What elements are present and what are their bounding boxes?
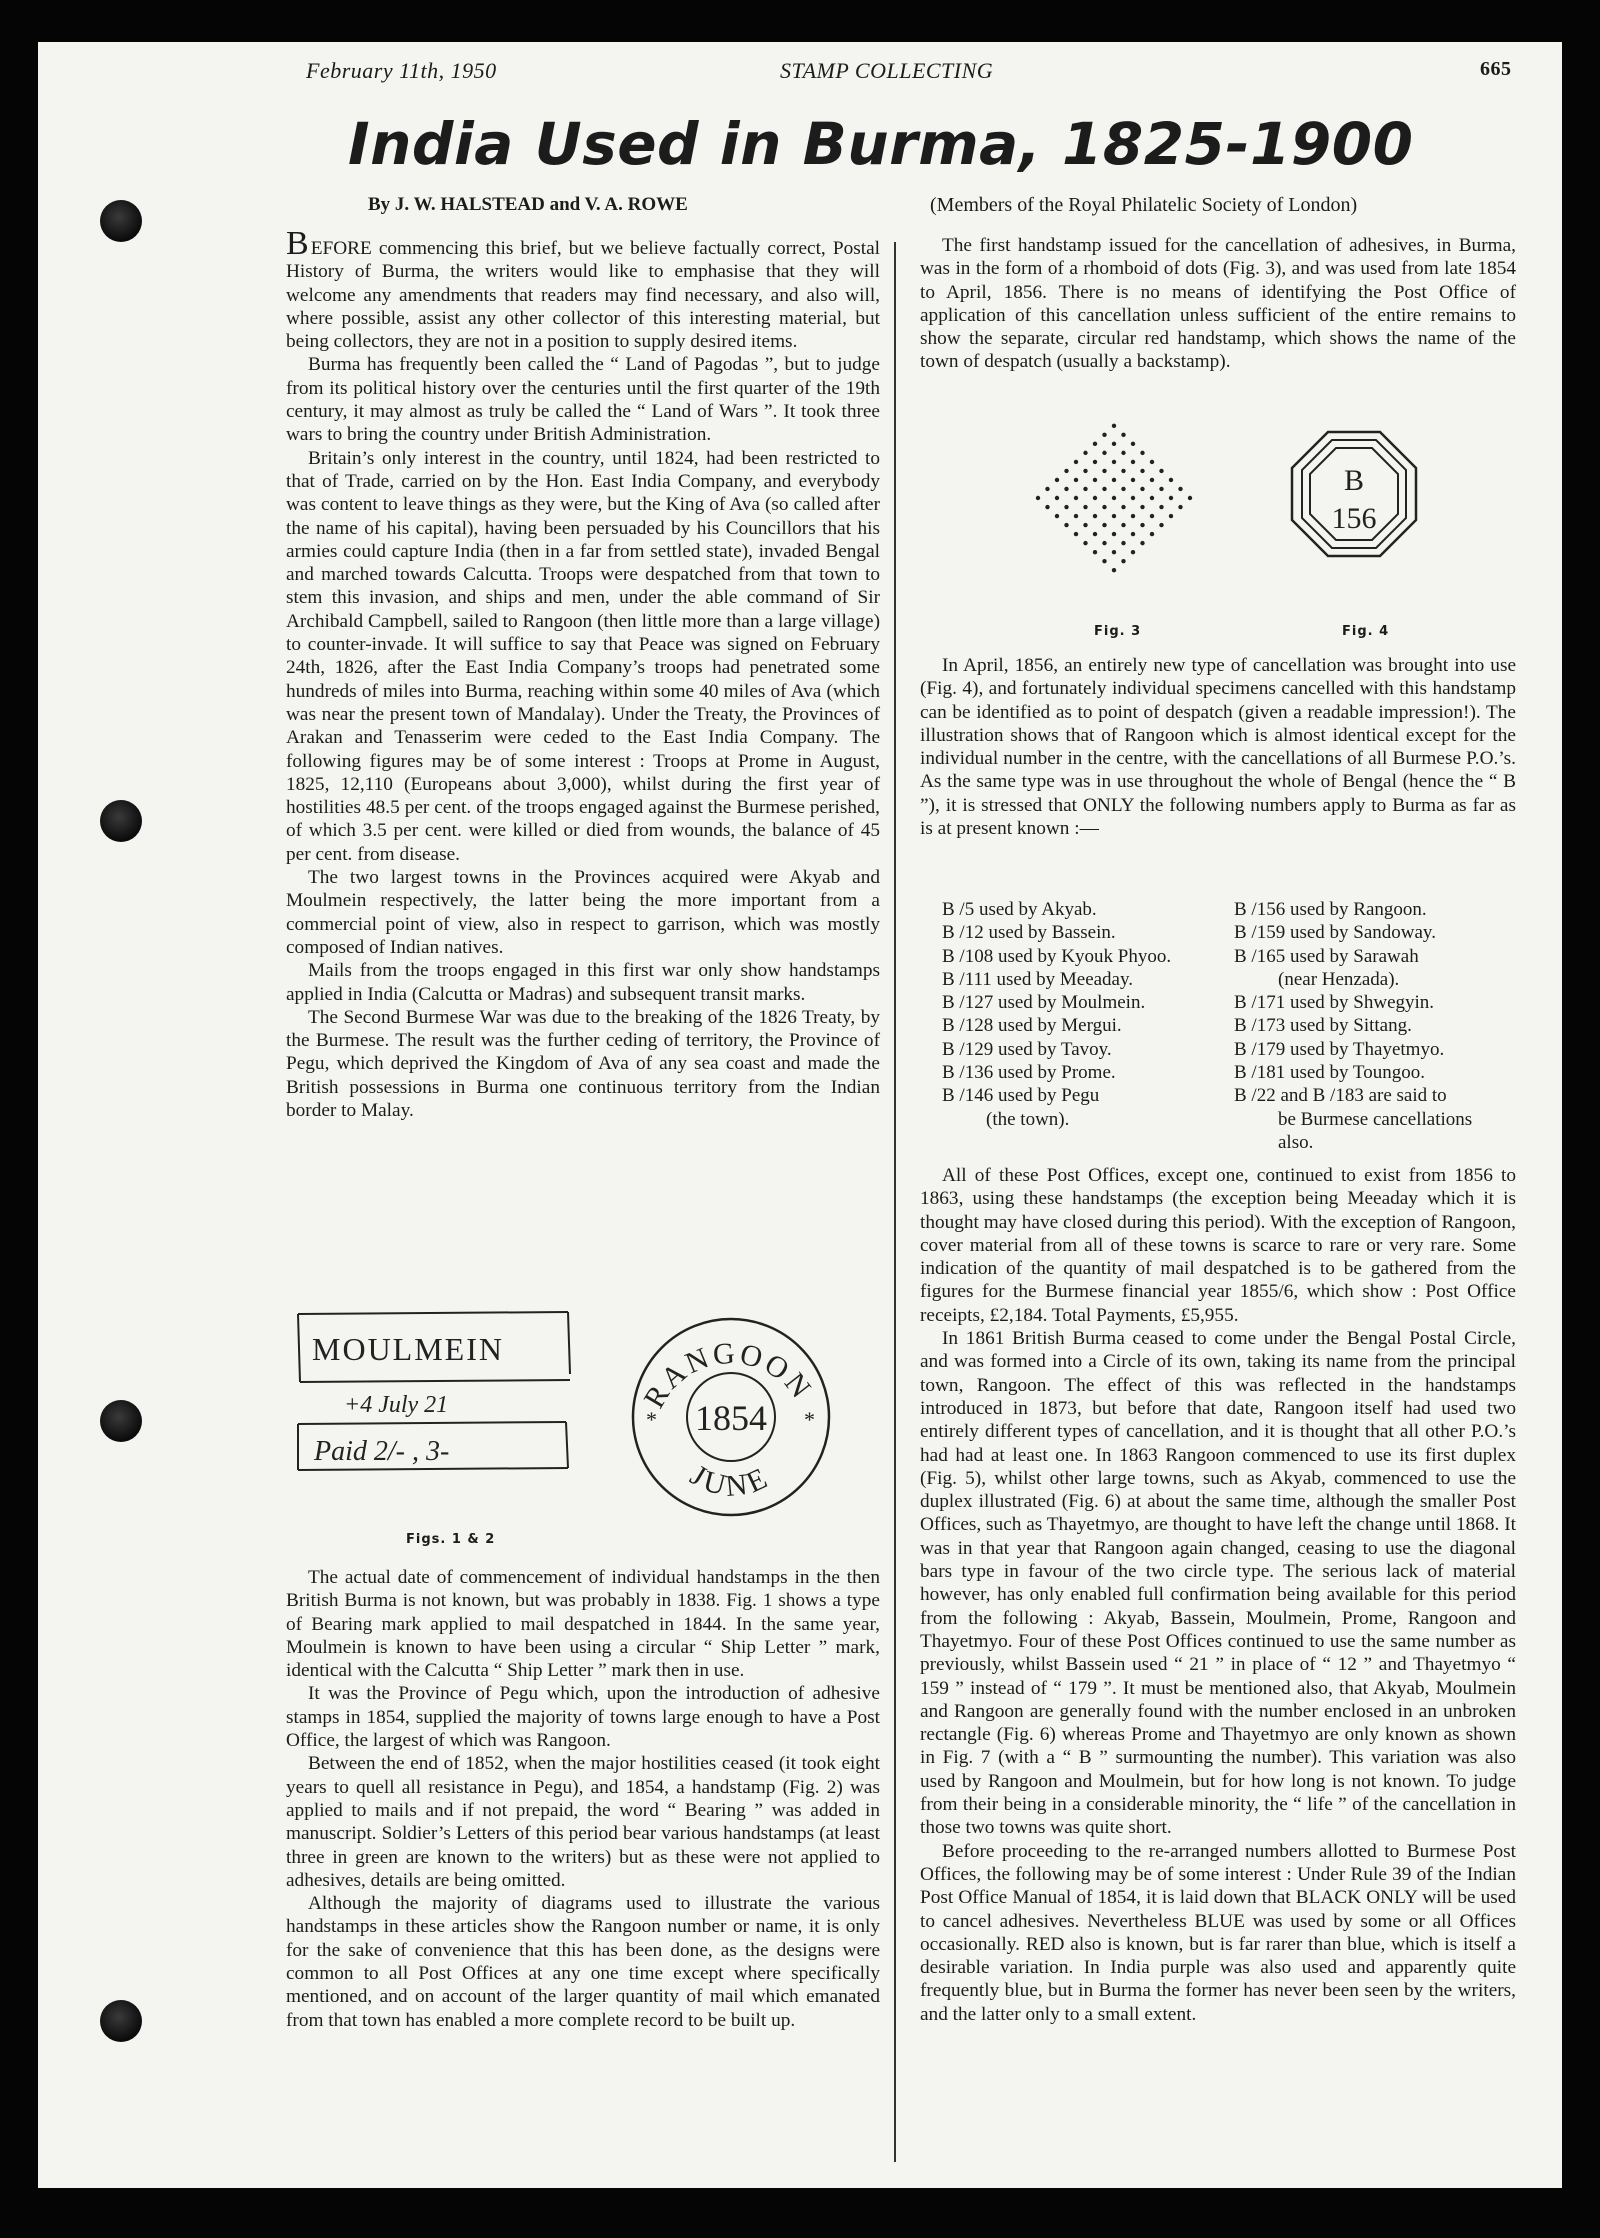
right-column-lower [920, 1164, 1516, 2026]
list-item: B /165 used by Sarawah [1234, 945, 1419, 967]
list-item: B /136 used by Prome. [942, 1062, 1116, 1084]
binder-hole [100, 1400, 142, 1442]
left-column-lower [286, 1566, 880, 2032]
paragraph-actual-date: The actual date of commencement of individual handstamps in the then British Burma is not known, but was probably in 1838. Fig. 1 shows a type of Bearing mark applied to mail despatched in 1844. In the same year, Moulmein is known to have been using a circular “ Ship Letter ” mark, identical with the Calcutta “ Ship Letter ” mark then in use. [286, 1567, 880, 1682]
figs-3-4 [978, 414, 1498, 654]
fig2-year: 1854 [695, 1398, 767, 1438]
fig-graphics [978, 414, 1498, 614]
fig3-caption: Fig. 3 [1094, 624, 1142, 639]
list-item: (near Henzada). [1278, 968, 1400, 990]
fig2-town-text: RANGOON [637, 1336, 820, 1414]
fig4-octagon-cancel [1292, 432, 1416, 556]
article-title: India Used in Burma, 1825-1900 [348, 110, 1414, 178]
fig1-moulmein-bearing-mark [286, 1302, 886, 1552]
list-item: B /156 used by Rangoon. [1234, 899, 1427, 920]
paragraph-first-handstamp: The first handstamp issued for the cancellation of adhesives, in Burma, was in the form of a rhomboid of dots (Fig. 3), and was used from late 1854 to April, 1856. There is no means of identifying the Post Office of application of this cancellation unless sufficient of the entire remains to show the separate, circular red handstamp, which shows the name of the town of despatch (usually a backstamp). [920, 235, 1516, 373]
paragraph-diagrams: Although the majority of diagrams used to illustrate the various handstamps in these articles show the Rangoon number or name, it is only for the sake of convenience that this has been done, as the designs were common to all Post Offices at any one time except where specifically mentioned, and on account of the larger quantity of mail which emanated from that town has enabled a more complete record to be built up. [286, 1893, 880, 2031]
paragraph-land-of-pagodas: Burma has frequently been called the “ Land of Pagodas ”, but to judge from its political history over the centuries until the first quarter of the 19th century, it may almost as truly be called the “ Land of Wars ”. It took three wars to bring the country under British Administration. [286, 354, 880, 446]
list-item: B /128 used by Mergui. [942, 1015, 1122, 1037]
byline: By J. W. HALSTEAD and V. A. ROWE [368, 194, 688, 215]
fig1-date: +4 July 21 [344, 1392, 449, 1418]
fig1-town-name: MOULMEIN [312, 1331, 504, 1367]
list-item: B /12 used by Bassein. [942, 922, 1116, 944]
fig3-rhomboid-of-dots [1036, 424, 1192, 573]
magazine-page [38, 42, 1562, 2188]
paragraph-april-1856: In April, 1856, an entirely new type of cancellation was brought into use (Fig. 4), and fortunately individual specimens cancelled with this handstamp can be identified as to point of despatch (given a readable impression!). The illustration shows that of Rangoon which is almost identical except for the individual number in the centre, with the cancellations of all Burmese P.O.’s. As the same type was in use throughout the whole of Bengal (hence the “ B ”), it is stressed that ONLY the following numbers apply to Burma as far as is at present known :— [920, 655, 1516, 840]
paragraph-between-1852: Between the end of 1852, when the major hostilities ceased (it took eight years to quell all resistance in Pegu), and 1854, a handstamp (Fig. 2) was applied to mails and if not prepaid, the word “ Bearing ” was added in manuscript. Soldier’s Letters of this period bear various handstamps (at least three in green are known to the writers) but as these were not applied to adhesives, details are being omitted. [286, 1753, 880, 1891]
paragraph-1861: In 1861 British Burma ceased to come under the Bengal Postal Circle, and was formed into a Circle of its own, taking its name from the principal town, Rangoon. The effect of this was reflected in the handstamps introduced in 1873, but before that date, Rangoon itself had used two entirely different types of cancellation, and it is thought that all other P.O.’s had had at least one. In 1863 Rangoon commenced to use its first duplex (Fig. 5), whilst other large towns, such as Akyab, commenced to use the duplex illustrated (Fig. 6) at about the same time, although the smaller Post Offices, such as Thayetmyo, are thought to have left the change until 1868. It was in that year that Rangoon again changed, ceasing to use the diagonal bars type in favour of the two circle type. The serious lack of material however, has only enabled full confirmation being available for this period from the following : Akyab, Bassein, Moulmein, Prome, Rangoon and Thayetmyo. Four of these Post Offices continued to use the same number as previously, whilst Bassein used “ 21 ” in place of “ 12 ” and Thayetmyo “ 159 ” instead of “ 179 ”. It must be mentioned also, that Akyab, Moulmein and Rangoon are generally found with the number enclosed in an unbroken rectangle (Fig. 6) whereas Prome and Thayetmyo are only known as shown in Fig. 7 (with a “ B ” surmounting the number). This variation was also used by Rangoon and Moulmein, but for how long is not known. To judge from their being in a considerable minority, the “ life ” of the cancellation in those two towns was quite short. [920, 1328, 1516, 1839]
numbers-list-left [942, 898, 1222, 1131]
list-item: (the town). [986, 1108, 1070, 1130]
magazine-name: STAMP COLLECTING [780, 58, 994, 83]
list-item: B /179 used by Thayetmyo. [1234, 1038, 1445, 1060]
fig4-caption: Fig. 4 [1342, 624, 1390, 639]
paragraph-pegu: It was the Province of Pegu which, upon the introduction of adhesive stamps in 1854, supplied the majority of towns large enough to have a Post Office, the largest of which was Rangoon. [286, 1683, 880, 1752]
list-item: B /22 and B /183 are said to [1234, 1085, 1447, 1107]
right-column-upper [920, 234, 1516, 374]
fig2-star-right: * [804, 1407, 815, 1432]
numbers-list-right [1234, 898, 1516, 1154]
members-note: (Members of the Royal Philatelic Society of London) [930, 194, 1358, 216]
paragraph-all-these: All of these Post Offices, except one, continued to exist from 1856 to 1863, using these handstamps (the exception being Meeaday which it is thought may have closed during this period). With the exception of Rangoon, cover material from all of these towns is scarce to rare or very rare. Some indication of the quantity of mail despatched is to be gathered from the figures for the Burmese financial year 1855/6, which show : Post Office receipts, £2,184. Total Payments, £5,955. [920, 1165, 1516, 1326]
fig2-month-text: JUNE [684, 1458, 776, 1504]
fig4-number: 156 [1331, 502, 1377, 535]
right-column-mid [920, 654, 1516, 840]
list-item: B /5 used by Akyab. [942, 899, 1097, 920]
list-item: B /181 used by Toungoo. [1234, 1062, 1425, 1084]
figs-1-2 [286, 1302, 886, 1572]
list-item: B /146 used by Pegu [942, 1085, 1100, 1107]
drop-cap: B [286, 225, 309, 262]
page-number: 665 [1480, 58, 1512, 80]
paragraph-second-war: The Second Burmese War was due to the breaking of the 1826 Treaty, by the Burmese. The result was the further ceding of territory, the Province of Pegu, which deprived the Kingdom of Ava of any sea coast and made the British possessions in Burma one continuous territory from the Indian border to Malay. [286, 1006, 880, 1121]
fig4-letter: B [1343, 464, 1365, 497]
list-item: B /111 used by Meeaday. [942, 968, 1134, 990]
list-item: be Burmese cancellations [1278, 1108, 1473, 1130]
paragraph-two-largest-towns: The two largest towns in the Provinces acquired were Akyab and Moulmein respectively, the latter being the more important from a commercial point of view, also in respect to garrison, which was mostly composed of Indian natives. [286, 867, 880, 958]
list-item: B /173 used by Sittang. [1234, 1015, 1412, 1037]
list-item: B /108 used by Kyouk Phyoo. [942, 945, 1172, 967]
left-column-upper [286, 225, 880, 1122]
paragraph-before-proceeding: Before proceeding to the re-arranged numbers allotted to Burmese Post Offices, the following may be of some interest : Under Rule 39 of the Indian Post Office Manual of 1854, it is laid down that BLACK ONLY will be used to cancel adhesives. Nevertheless BLUE was used by some or all Offices occasionally. RED also is known, but is far rarer than blue, which is itself a desirable variation. In India purple was also used and apparently quite frequently blue, but in Burma the former has never been seen by the writers, and the latter only to a small extent. [920, 1840, 1516, 2025]
list-item: B /127 used by Moulmein. [942, 992, 1146, 1014]
list-item: B /159 used by Sandoway. [1234, 922, 1436, 944]
list-item: B /129 used by Tavoy. [942, 1038, 1112, 1060]
intro-paragraph: BEFORE commencing this brief, but we believe factually correct, Postal History of Burma, the writers would like to emphasise that they will welcome any amendments that readers may find necessary, and also will, where possible, assist any other collector of this interesting material, but being collectors, they are not in a position to supply desired items. [286, 225, 880, 353]
binder-hole [100, 2000, 142, 2042]
list-item: also. [1278, 1131, 1314, 1153]
fig2-rangoon-datestamp [633, 1319, 829, 1515]
fig1-manuscript: Paid 2/- , 3- [314, 1436, 450, 1467]
figs-1-2-caption: Figs. 1 & 2 [406, 1532, 496, 1547]
paragraph-mails: Mails from the troops engaged in this first war only show handstamps applied in India (Calcutta or Madras) and subsequent transit marks. [286, 960, 880, 1005]
fig2-star-left: * [646, 1407, 657, 1432]
list-item: B /171 used by Shwegyin. [1234, 992, 1435, 1014]
binder-hole [100, 800, 142, 842]
column-rule [894, 242, 896, 2162]
binder-hole [100, 200, 142, 242]
issue-date: February 11th, 1950 [306, 58, 497, 83]
paragraph-britains-interest: Britain’s only interest in the country, until 1824, had been restricted to that of Trade, carried on by the Hon. East India Company, and everybody was content to leave things as they were, but the King of Ava (so called after the name of his capital), having been persuaded by his Councillors that his armies could capture India (then in a far from settled state), invaded Bengal and marched towards Calcutta. Troops were despatched from that town to stem this invasion, and ships and men, under the able command of Sir Archibald Campbell, sailed to Rangoon (then little more than a large village) to counter-invade. It will suffice to say that Peace was signed on February 24th, 1826, after the East India Company’s troops had penetrated some hundreds of miles into Burma, reaching within some 40 miles of Ava (which was near the present town of Mandalay). Under the Treaty, the Provinces of Arakan and Tenasserim were ceded to the East India Company. The following figures may be of some interest : Troops at Prome in August, 1825, 12,110 (Europeans about 3,000), whilst during the first year of hostilities 48.5 per cent. of the troops engaged against the Burmese perished, of which 3.5 per cent. were killed or died from wounds, the balance of 45 per cent. from disease. [286, 447, 880, 865]
